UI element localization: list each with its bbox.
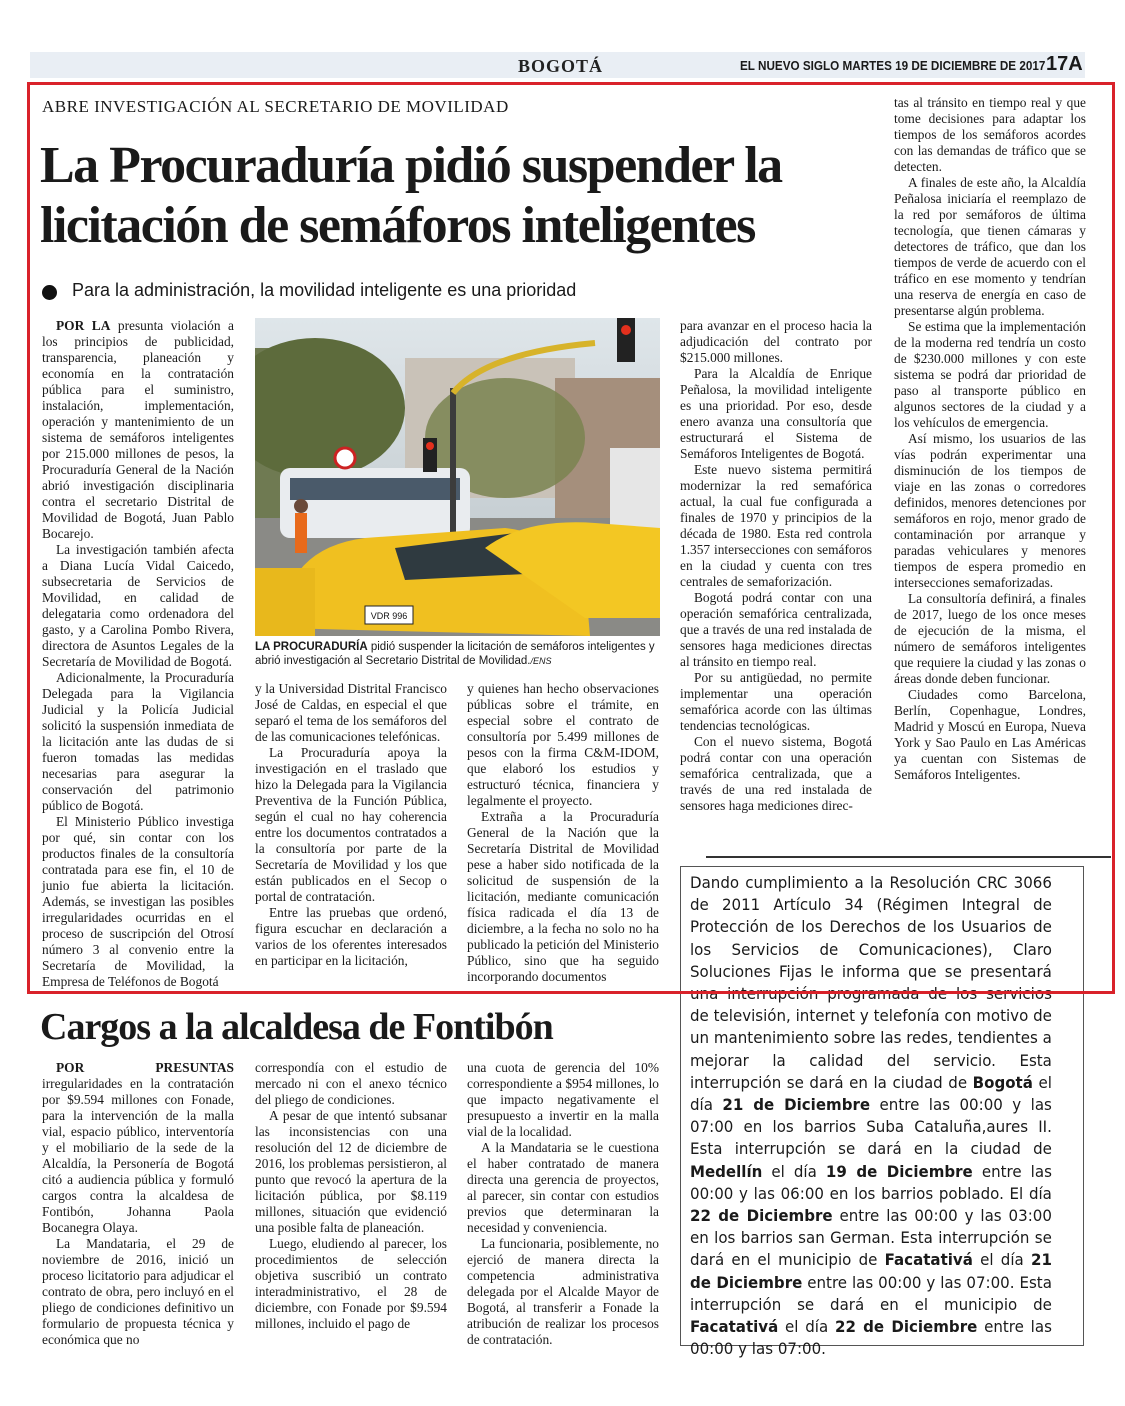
notice-date: 19 de Diciembre [825,1161,973,1181]
paragraph: Bogotá podrá contar con una operación semafórica centralizada, que a través de una red instalada de sensores haga mediciones directas al tránsito en tiempo real. [680,590,872,669]
notice-date: 22 de Diciembre [834,1317,978,1337]
article1-column-1 [42,318,234,990]
notice-city: Facatativá [884,1250,973,1270]
paragraph: Ciudades como Barcelona, Berlín, Copenhague, Londres, Madrid y Moscú en Europa, Nueva York y Sao Paulo en Las Américas ya cuentan con Sistemas de Semáforos Inteligentes. [894,687,1086,782]
news-photo [255,318,660,636]
paragraph: El Ministerio Público investiga por qué, sin contar con los productos finales de la consultoría contratada para ese fin, el 10 de junio fue abierta la licitación. Además, se investigan las posibles irregularidades ocurridas en el proceso de suscripción del Otrosí número 3 al convenio entre la Secretaría de Movilidad, la Empresa de Teléfonos de Bogotá [42,814,234,989]
article-subhead: Para la administración, la movilidad inteligente es una prioridad [72,280,577,300]
bullet-icon [42,285,57,300]
section-name: BOGOTÁ [518,56,604,76]
notice-city: Medellín [690,1161,763,1181]
notice-segment: el día [785,1317,829,1337]
article1-column-3 [467,681,659,985]
notice-segment: el día [690,1072,1052,1115]
paragraph: una cuota de gerencia del 10% correspondiente a $954 millones, lo que impacto negativamente el presupuesto a invertir en la malla vial de la localidad. [467,1060,659,1139]
paragraph: y la Universidad Distrital Francisco José de Caldas, en especial el que separó el tema de los semáforos del de las comunicaciones telefónicas. [255,681,447,744]
notice-date: 21 de Diciembre [722,1095,871,1115]
paragraph: Adicionalmente, la Procuraduría Delegada para la Vigilancia Judicial y la Policía Judicial solicitó la suspensión inmediata de la licitación ante las dudas de si fueron tomadas las medidas necesarias para asegurar la conservación del patrimonio público de Bogotá. [42,670,234,813]
article2-headline: Cargos a la alcaldesa de Fontibón [40,1006,553,1048]
article1-column-4 [680,318,872,814]
article2-column-3 [467,1060,659,1348]
lead-words: POR PRESUNTAS [56,1060,234,1075]
notice-divider [706,856,1111,858]
paragraph: La investigación también afecta a Diana Lucía Vidal Caicedo, subsecretaria de Servicios de Movilidad, en calidad de delegataria como ordenadora del gasto, y a Carolina Pombo Rivera, directora de Asuntos Legales de la Secretaría de Movilidad de Bogotá. [42,542,234,669]
license-plate: VDR 996 [370,611,408,621]
paragraph: A finales de este año, la Alcaldía Peñalosa iniciaría el reemplazo de la red por semáforos de última tecnología, que tienen cámaras y detectores de tráfico, que dan los tiempos de verde de acuerdo con el tráfico en ese momento y tendrían una reserva de energía en caso de presentarse algún problema. [894,175,1086,318]
paragraph: presunta violación a los principios de publicidad, transparencia, planeación y economía en la contratación pública para el suministro, instalación, implementación, operación y mantenimiento de un sistema de semáforos inteligentes por 215.000 millones de pesos, la Procuraduría General de la Nación abrió investigación disciplinaria contra el secretario Distrital de Movilidad de Bogotá, Juan Pablo Bocarejo. [42,318,234,541]
paragraph: irregularidades en la contratación por $9.594 millones con Fonade, para la intervención de la malla vial, espacio público, interventoría y el mobiliario de la sede de la Alcaldía, la Personería de Bogotá citó a audiencia pública y formuló cargos contra la alcaldesa de Fontibón, Johanna Paola Bocanegra Olaya. [42,1076,234,1235]
caption-text: pidió suspender la licitación de semáforos inteligentes y abrió investigación al Secretario Distrital de Movilidad. [255,641,655,667]
traffic-photo-illustration [255,318,660,636]
paragraph: Se estima que la implementación de la moderna red tendría un costo de $230.000 millones y con este sistema se podrá dar prioridad de paso al transporte público en algunos sectores de la ciudad y a los vehículos de emergencia. [894,319,1086,430]
paragraph: A pesar de que intentó subsanar las inconsistencias con una resolución del 12 de diciembre de 2016, los problemas persistieron, al punto que revocó la apertura de la licitación pública, por $8.119 millones, situación que evidenció una posible falta de planeación. [255,1108,447,1235]
article-kicker: ABRE INVESTIGACIÓN AL SECRETARIO DE MOVILIDAD [42,97,509,116]
paragraph: La Mandataria, el 29 de noviembre de 2016, inició un proceso licitatorio para adjudicar el contrato de obra, pero incluyó en el pliego de condiciones definitivo un formulario de propuesta técnica y económica que no [42,1236,234,1347]
article2-column-1 [42,1060,234,1348]
notice-segment: entre las 00:00 y las 07:00. Esta interrupción se dará en el municipio de [690,1272,1052,1314]
paragraph: Con el nuevo sistema, Bogotá podrá contar con una operación semafórica centralizada, que a través de una red instalada de sensores haga mediciones direc- [680,734,872,813]
article-headline: La Procuraduría pidió suspender la licitación de semáforos inteligentes [40,137,782,254]
paragraph: La consultoría definirá, a finales de 2017, luego de los once meses de ejecución de la misma, el número de semáforos inteligentes que requiere la ciudad y las zonas o áreas donde deben funcionar. [894,591,1086,686]
paragraph: tas al tránsito en tiempo real y que tome decisiones para adaptar los tiempos de los semáforos acordes con las demandas de tráfico que se detecten. [894,95,1086,174]
paragraph: Entre las pruebas que ordenó, figura escuchar en declaración a varios de los oferentes interesados en participar en la licitación, [255,905,447,968]
notice-segment: el día [980,1250,1024,1270]
caption-lead: LA PROCURADURÍA [255,641,368,653]
notice-segment: entre las 00:00 y las 06:00 en los barrios poblado. El día [690,1161,1052,1203]
paragraph: La Procuraduría apoya la investigación en el traslado que hizo la Delegada para la Vigilancia Preventiva de la Función Pública, según el cual no hay coherencia entre los documentos contratados a la consultoría por parte de la Secretaría de Movilidad y los que están publicados en el Secop o portal de contratación. [255,745,447,904]
article1-column-2 [255,681,447,969]
page-number: 17A [1046,53,1083,75]
lead-words: POR LA [56,318,111,333]
notice-segment: entre las 00:00 y las 07:00. [690,1317,1052,1359]
paragraph: Así mismo, los usuarios de las vías podrán experimentar una disminución de los tiempos de viaje en las zonas o corredores definidos, menores detenciones por semáforos en rojo, menor grado de contaminación por arranque y paradas vehiculares y menores tiempos de espera promedio en intersecciones semaforizadas. [894,431,1086,590]
paragraph: Por su antigüedad, no permite implementar una operación semafórica acorde con las últimas tendencias tecnológicas. [680,670,872,733]
photo-caption [255,640,660,668]
paragraph: para avanzar en el proceso hacia la adjudicación del contrato por $215.000 millones. [680,318,872,365]
paragraph: Para la Alcaldía de Enrique Peñalosa, la movilidad inteligente es una prioridad. Por eso, desde enero avanza una consultoría que estructurará el Sistema de Semáforos Inteligentes de Bogotá. [680,366,872,461]
service-notice-text [690,872,1052,1360]
notice-segment: Dando cumplimiento a la Resolución CRC 3066 de 2011 Artículo 34 (Régimen Integral de Protección de los Derechos de los Usuarios de los Servicios de Comunicaciones), Claro Soluciones Fijas le informa que se presentará una interrupción programada de los servicios de televisión, internet y telefonía con motivo de un mantenimiento sobre las redes, tendientes a mejorar la calidad del servicio. Esta interrupción se dará en la ciudad de [690,873,1052,1092]
notice-city: Bogotá [972,1072,1033,1092]
notice-segment: el día [771,1161,817,1181]
paragraph: y quienes han hecho observaciones públicas sobre el trámite, en especial sobre el contrato de consultoría por 5.499 millones de pesos con la firma C&M-IDOM, que elaboró los estudios y estructuró técnica, financiera y legalmente el proyecto. [467,681,659,808]
paragraph: A la Mandataria se le cuestiona el haber contratado de manera directa una gerencia de proyectos, al parecer, sin contar con estudios previos que determinaran la necesidad y conveniencia. [467,1140,659,1235]
notice-segment: entre las 00:00 y las 03:00 en los barrios san German. Esta interrupción se dará en el municipio de [690,1206,1052,1270]
paragraph: La funcionaria, posiblemente, no ejerció de manera directa la competencia administrativa delegada por el Alcalde Mayor de Bogotá, al transferir a Fonade la atribución de realizar los procesos de contratación. [467,1236,659,1347]
paragraph: correspondía con el estudio de mercado ni con el anexo técnico del pliego de condiciones. [255,1060,447,1107]
paragraph: Luego, eludiendo al parecer, los procedimientos de selección objetiva suscribió un contrato interadministrativo, el 28 de diciembre, con Fonade por $9.594 millones, incluido el pago de [255,1236,447,1331]
paragraph: Este nuevo sistema permitirá modernizar la red semafórica actual, la cual fue configurada a finales de 1970 y principios de la década de 1980. Esta red controla 1.357 intersecciones con semáforos en la ciudad y cuenta con tres centrales de semaforización. [680,462,872,589]
notice-date: 21 de Diciembre [690,1250,1052,1292]
notice-date: 22 de Diciembre [690,1206,833,1226]
photo-credit: /ENS [530,656,552,666]
notice-city: Facatativá [690,1317,779,1337]
article2-column-2 [255,1060,447,1332]
publication-date: EL NUEVO SIGLO MARTES 19 DE DICIEMBRE DE 2017 [740,58,1046,73]
paragraph: Extraña a la Procuraduría General de la Nación que la Secretaría Distrital de Movilidad pese a haber sido notificada de la solicitud de suspensión de la licitación, mediante comunicación física radicada el día 13 de diciembre, a la fecha no solo no ha publicado la petición del Ministerio Público, sino que ha seguido incorporando documentos [467,809,659,984]
notice-segment: entre las 00:00 y las 07:00 en los barrios Suba Cataluña,aures II. Esta interrupción se dará en la ciudad de [690,1095,1052,1159]
article1-column-5 [894,95,1086,783]
